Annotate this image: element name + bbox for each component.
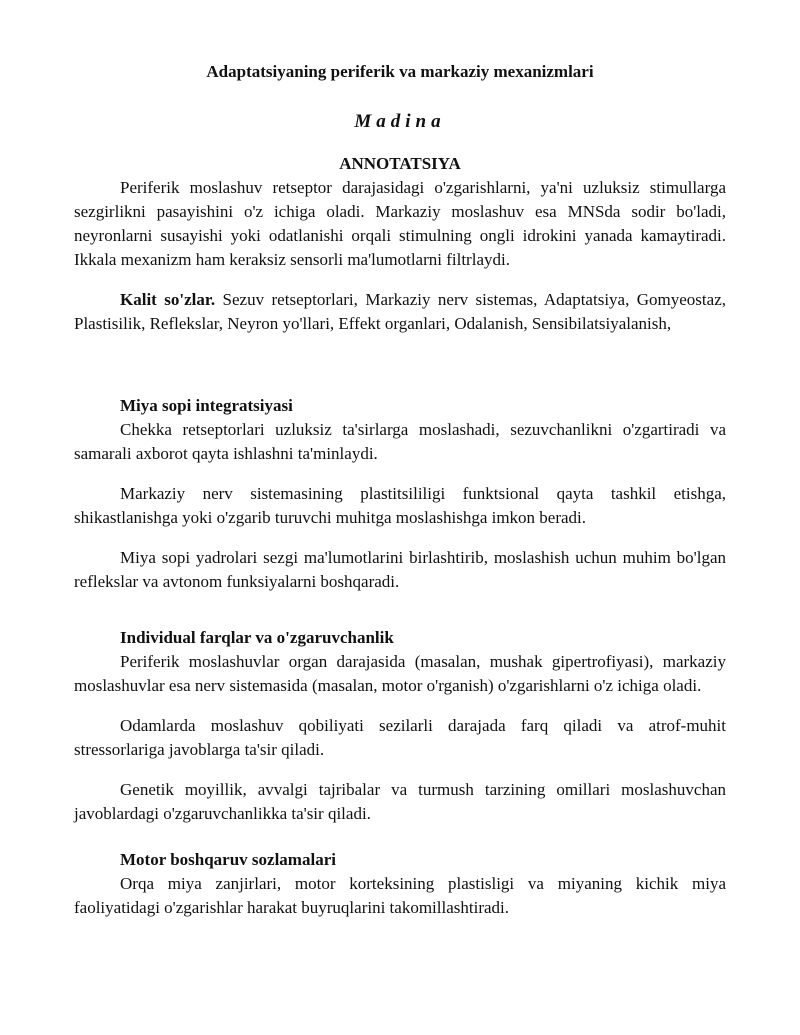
document-page [74, 60, 726, 920]
section-paragraph: Markaziy nerv sistemasining plastitsililigi funktsional qayta tashkil etishga, shikastlanishga yoki o'zgarib turuvchi muhitga moslashishga imkon beradi. [74, 484, 726, 527]
document-title: Adaptatsiyaning periferik va markaziy mexanizmlari [206, 62, 594, 81]
section-paragraph: Odamlarda moslashuv qobiliyati sezilarli darajada farq qiladi va atrof-muhit stressorlariga javoblarga ta'sir qiladi. [74, 716, 726, 759]
section-paragraph: Periferik moslashuvlar organ darajasida (masalan, mushak gipertrofiyasi), markaziy moslashuvlar esa nerv sistemasida (masalan, motor o'rganish) o'zgarishlarni o'z ichiga oladi. [74, 652, 726, 695]
keywords-paragraph [74, 288, 726, 336]
section-heading-motor-control: Motor boshqaruv sozlamalari [120, 850, 336, 869]
keywords-text: Sezuv retseptorlari, Markaziy nerv sistemas, Adaptatsiya, Gomyeostaz, Plastisilik, Reflekslar, Neyron yo'llari, Effekt organlari, Odalanish, Sensibilatsiyalanish, [74, 290, 726, 333]
annotation-paragraph: Periferik moslashuv retseptor darajasidagi o'zgarishlarni, ya'ni uzluksiz stimullarga sezgirlikni pasayishini o'z ichiga oladi. Markaziy moslashuv esa MNSda sodir bo'ladi, neyronlarni susayishi yoki odatlanishi orqali stimulning ongli idrokini yanada kamaytiradi. Ikkala mexanizm ham keraksiz sensorli ma'lumotlarni filtrlaydi. [74, 178, 726, 269]
section-heading-individual-differences: Individual farqlar va o'zgaruvchanlik [120, 628, 394, 647]
section-paragraph: Genetik moyillik, avvalgi tajribalar va turmush tarzining omillari moslashuvchan javoblardagi o'zgaruvchanlikka ta'sir qiladi. [74, 780, 726, 823]
annotation-heading: ANNOTATSIYA [339, 154, 461, 173]
author-name: Madina [354, 111, 446, 132]
section-paragraph: Chekka retseptorlari uzluksiz ta'sirlarga moslashadi, sezuvchanlikni o'zgartiradi va samarali axborot qayta ishlashni ta'minlaydi. [74, 420, 726, 463]
keywords-label: Kalit so'zlar. [120, 290, 216, 309]
section-heading-brainstem: Miya sopi integratsiyasi [120, 396, 293, 415]
section-paragraph: Orqa miya zanjirlari, motor korteksining plastisligi va miyaning kichik miya faoliyatidagi o'zgarishlar harakat buyruqlarini takomillashtiradi. [74, 874, 726, 917]
section-paragraph: Miya sopi yadrolari sezgi ma'lumotlarini birlashtirib, moslashish uchun muhim bo'lgan reflekslar va avtonom funksiyalarni boshqaradi. [74, 548, 726, 591]
